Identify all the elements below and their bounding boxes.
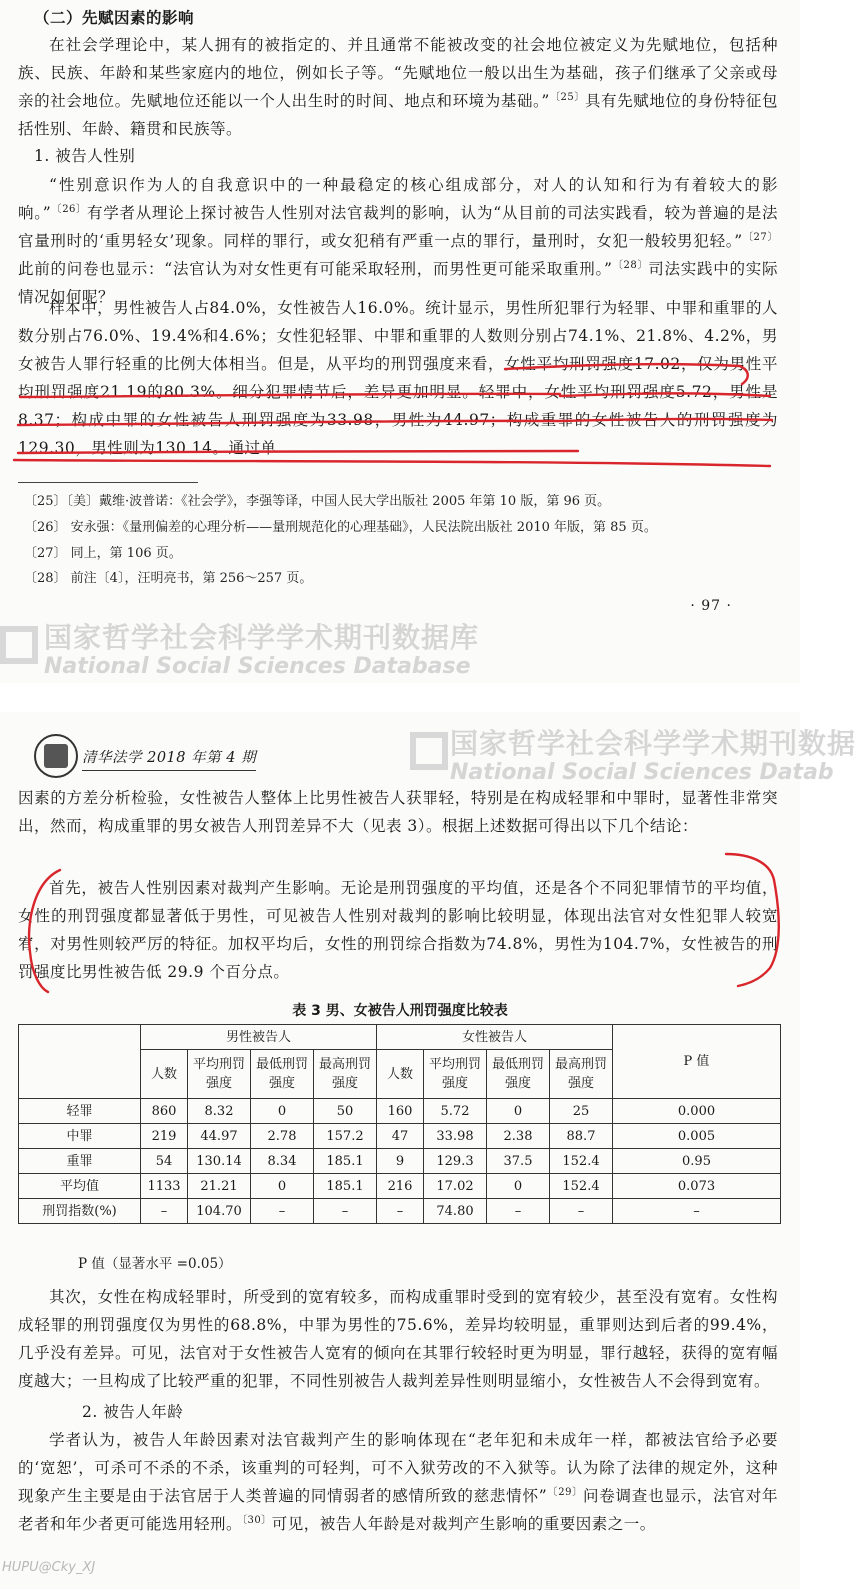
male-cell: 2.78 bbox=[251, 1124, 314, 1149]
p-value-cell: 0.073 bbox=[613, 1174, 781, 1199]
female-cell: 17.02 bbox=[424, 1174, 487, 1199]
table-row bbox=[19, 1199, 781, 1224]
watermark-english: National Social Sciences Database bbox=[44, 654, 471, 679]
header-female-group: 女性被告人 bbox=[377, 1025, 613, 1050]
female-cell: 9 bbox=[377, 1149, 424, 1174]
female-cell: – bbox=[487, 1199, 550, 1224]
p-value-cell: 0.000 bbox=[613, 1099, 781, 1124]
page-number: · 97 · bbox=[690, 598, 732, 614]
subheader-count-female: 人数 bbox=[377, 1050, 424, 1099]
female-cell: 37.5 bbox=[487, 1149, 550, 1174]
header-p-value: P 值 bbox=[613, 1025, 781, 1099]
paragraph-sample-statistics: 样本中，男性被告人占84.0%，女性被告人16.0%。统计显示，男性所犯罪行为轻罪、中罪和重罪的人数分别占76.0%、19.4%和4.6%；女性犯轻罪、中罪和重罪的人数则分别占74.1%、21.8%、4.2%，男女被告人罪行轻重的比例大体相当。但是，从平均的刑罚强度来看，女性平均刑罚强度17.02，仅为男性平均刑罚强度21.19的80.3%。细分犯罪情节后，差异更加明显。轻罪中，女性平均刑罚强度5.72，男性是8.37；构成中罪的女性被告人刑罚强度为33.98，男性为44.97；构成重罪的女性被告人的刑罚强度为129.30，男性则为130.14。通过单 bbox=[18, 299, 778, 457]
row-label: 平均值 bbox=[19, 1174, 141, 1199]
row-label: 刑罚指数(%) bbox=[19, 1199, 141, 1224]
female-cell: 0 bbox=[487, 1174, 550, 1199]
subheader-avg-female: 平均刑罚强度 bbox=[424, 1050, 487, 1099]
footnote-28: 〔28〕 前注〔4〕，汪明亮书，第 256～257 页。 bbox=[24, 571, 313, 586]
table-row bbox=[19, 1099, 781, 1124]
female-cell: 33.98 bbox=[424, 1124, 487, 1149]
footnote-26: 〔26〕 安永强：《量刑偏差的心理分析——量刑规范化的心理基础》，人民法院出版社 2010 年版，第 85 页。 bbox=[24, 520, 657, 535]
p-value-cell: 0.95 bbox=[613, 1149, 781, 1174]
female-cell: 74.80 bbox=[424, 1199, 487, 1224]
subheader-max-male: 最高刑罚强度 bbox=[314, 1050, 377, 1099]
table-row bbox=[19, 1174, 781, 1199]
watermark-chinese: 国家哲学社会科学学术期刊数据库 bbox=[44, 621, 480, 654]
female-cell: – bbox=[377, 1199, 424, 1224]
row-label: 中罪 bbox=[19, 1124, 141, 1149]
footnote-ref-30[interactable]: 〔30〕 bbox=[242, 1514, 272, 1526]
corner-watermark: HUPU@Cky_XJ bbox=[2, 1560, 96, 1575]
table-caption: 表 3 男、女被告人刑罚强度比较表 bbox=[292, 1003, 508, 1019]
table-body bbox=[19, 1099, 781, 1224]
female-cell: 88.7 bbox=[550, 1124, 613, 1149]
female-cell: 160 bbox=[377, 1099, 424, 1124]
table-note: P 值（显著水平 =0.05） bbox=[78, 1256, 232, 1272]
footnote-ref-25[interactable]: 〔25〕 bbox=[549, 91, 585, 103]
male-cell: – bbox=[141, 1199, 188, 1224]
female-cell: 129.3 bbox=[424, 1149, 487, 1174]
male-cell: 8.34 bbox=[251, 1149, 314, 1174]
table-row bbox=[19, 1124, 781, 1149]
table-row bbox=[19, 1149, 781, 1174]
male-cell: 860 bbox=[141, 1099, 188, 1124]
subheader-min-female: 最低刑罚强度 bbox=[487, 1050, 550, 1099]
female-cell: 2.38 bbox=[487, 1124, 550, 1149]
row-label: 重罪 bbox=[19, 1149, 141, 1174]
database-logo-icon bbox=[0, 626, 38, 664]
subheader-max-female: 最高刑罚强度 bbox=[550, 1050, 613, 1099]
subheader-min-male: 最低刑罚强度 bbox=[251, 1050, 314, 1099]
male-cell: 21.21 bbox=[188, 1174, 251, 1199]
female-cell: 5.72 bbox=[424, 1099, 487, 1124]
male-cell: – bbox=[251, 1199, 314, 1224]
male-cell: 219 bbox=[141, 1124, 188, 1149]
male-cell: 50 bbox=[314, 1099, 377, 1124]
female-cell: 0 bbox=[487, 1099, 550, 1124]
male-cell: 1133 bbox=[141, 1174, 188, 1199]
male-cell: – bbox=[314, 1199, 377, 1224]
subheading-age: 2. 被告人年龄 bbox=[82, 1403, 184, 1421]
section-heading: （二）先赋因素的影响 bbox=[34, 9, 195, 27]
p-value-cell: – bbox=[613, 1199, 781, 1224]
paragraph-ascribed-status: 在社会学理论中，某人拥有的被指定的、并且通常不能被改变的社会地位被定义为先赋地位，包括种族、民族、年龄和某些家庭内的地位，例如长子等。“先赋地位一般以出生为基础，孩子们继承了父亲或母亲的社会地位。先赋地位还能以一个人出生时的时间、地点和环境为基础。”$^{〔25〕}$具有先赋地位的身份特征包括性别、年龄、籍贯和民族等。 bbox=[18, 36, 778, 138]
female-cell: 25 bbox=[550, 1099, 613, 1124]
journal-header: 清华法学 2018 年第 4 期 bbox=[82, 746, 256, 771]
journal-logo-icon bbox=[34, 734, 78, 778]
footnote-ref-29[interactable]: 〔29〕 bbox=[547, 1486, 583, 1498]
paragraph-first-conclusion: 首先，被告人性别因素对裁判产生影响。无论是刑罚强度的平均值，还是各个不同犯罪情节的平均值，女性的刑罚强度都显著低于男性，可见被告人性别对裁判的影响比较明显，体现出法官对女性犯罪人较宽宥，对男性则较严厉的特征。加权平均后，女性的刑罚综合指数为74.8%，男性为104.7%，女性被告的刑罚强度比男性被告低 29.9 个百分点。 bbox=[18, 879, 778, 981]
female-cell: 152.4 bbox=[550, 1174, 613, 1199]
male-cell: 157.2 bbox=[314, 1124, 377, 1149]
male-cell: 130.14 bbox=[188, 1149, 251, 1174]
male-cell: 44.97 bbox=[188, 1124, 251, 1149]
subheading-gender: 1. 被告人性别 bbox=[34, 147, 136, 165]
footnote-ref-28[interactable]: 〔28〕 bbox=[612, 259, 649, 271]
paragraph-anova-continuation: 因素的方差分析检验，女性被告人整体上比男性被告人获罪轻，特别是在构成轻罪和中罪时，显著性非常突出，然而，构成重罪的男女被告人刑罚差异不大（见表 3）。根据上述数据可得出以下几个结论： bbox=[18, 789, 778, 835]
table-corner bbox=[19, 1025, 141, 1099]
database-logo-icon-2 bbox=[410, 732, 448, 770]
male-cell: 0 bbox=[251, 1174, 314, 1199]
subheader-avg-male: 平均刑罚强度 bbox=[188, 1050, 251, 1099]
paragraph-gender-theory: “性别意识作为人的自我意识中的一种最稳定的核心组成部分，对人的认知和行为有着较大的影响。”$^{〔26〕}$有学者从理论上探讨被告人性别对法官裁判的影响，认为“从目前的司法实践看，较为普遍的是法官量刑时的‘重男轻女’现象。同样的罪行，或女犯稍有严重一点的罪行，量刑时，女犯一般较男犯轻。”$^{〔27〕}$此前的问卷也显示：“法官认为对女性更有可能采取轻刑，而男性更可能采取重刑。”$^{〔28〕}$司法实践中的实际情况如何呢？ bbox=[18, 176, 778, 306]
footnote-25: 〔25〕〔美〕戴维·波普诺：《社会学》，李强等译，中国人民大学出版社 2005 年第 10 版，第 96 页。 bbox=[24, 494, 611, 509]
male-cell: 54 bbox=[141, 1149, 188, 1174]
footnote-divider bbox=[18, 482, 198, 483]
gender-sentencing-table bbox=[18, 1024, 781, 1224]
paragraph-age: 学者认为，被告人年龄因素对法官裁判产生的影响体现在“老年犯和未成年一样，都被法官给予必要的‘宽恕’，可杀可不杀的不杀，该重判的可轻判，可不入狱劳改的不入狱等。认为除了法律的规定外，这种现象产生主要是由于法官居于人类普遍的同情弱者的感情所致的慈悲情怀”$^{〔29〕}$问卷调查也显示，法官对年老者和年少者更可能选用轻刑。$^{〔30〕}$可见，被告人年龄是对裁判产生影响的重要因素之一。 bbox=[18, 1431, 778, 1533]
male-cell: 185.1 bbox=[314, 1149, 377, 1174]
male-cell: 185.1 bbox=[314, 1174, 377, 1199]
male-cell: 0 bbox=[251, 1099, 314, 1124]
subheader-count-male: 人数 bbox=[141, 1050, 188, 1099]
female-cell: 47 bbox=[377, 1124, 424, 1149]
female-cell: – bbox=[550, 1199, 613, 1224]
footnote-ref-26[interactable]: 〔26〕 bbox=[51, 203, 87, 215]
watermark-chinese-2: 国家哲学社会科学学术期刊数据 bbox=[450, 727, 856, 760]
row-label: 轻罪 bbox=[19, 1099, 141, 1124]
paragraph-second-conclusion: 其次，女性在构成轻罪时，所受到的宽宥较多，而构成重罪时受到的宽宥较少，甚至没有宽宥。女性构成轻罪的刑罚强度仅为男性的68.8%，中罪为男性的75.6%，差异均较明显，重罪则达到后者的99.4%，几乎没有差异。可见，法官对于女性被告人宽宥的倾向在其罪行较轻时更为明显，罪行越轻，获得的宽宥幅度越大；一旦构成了比较严重的犯罪，不同性别被告人裁判差异性则明显缩小，女性被告人不会得到宽宥。 bbox=[18, 1288, 778, 1390]
footnote-ref-27[interactable]: 〔27〕 bbox=[742, 231, 778, 243]
watermark-english-2: National Social Sciences Datab bbox=[450, 760, 834, 785]
article-page-97 bbox=[0, 0, 800, 683]
female-cell: 216 bbox=[377, 1174, 424, 1199]
male-cell: 8.32 bbox=[188, 1099, 251, 1124]
male-cell: 104.70 bbox=[188, 1199, 251, 1224]
page-gap bbox=[0, 683, 800, 712]
header-male-group: 男性被告人 bbox=[141, 1025, 377, 1050]
p-value-cell: 0.005 bbox=[613, 1124, 781, 1149]
footnote-27: 〔27〕 同上，第 106 页。 bbox=[24, 546, 182, 561]
article-page-98 bbox=[0, 712, 856, 1589]
female-cell: 152.4 bbox=[550, 1149, 613, 1174]
